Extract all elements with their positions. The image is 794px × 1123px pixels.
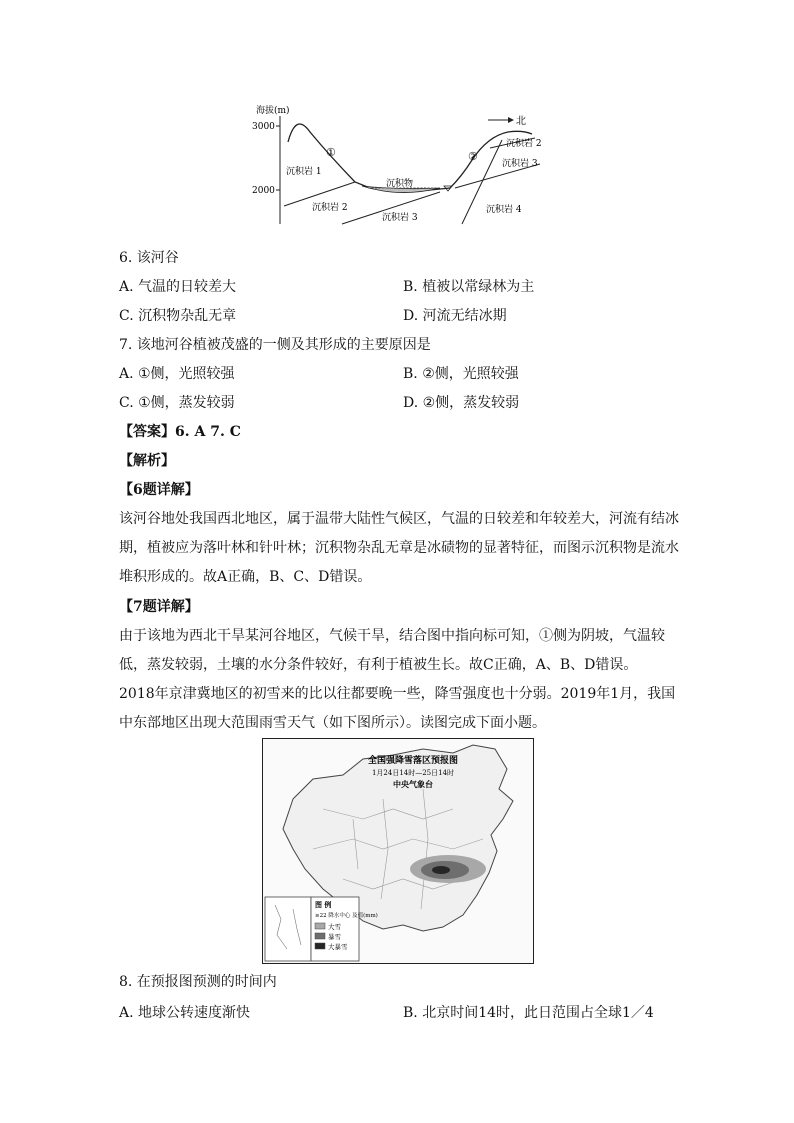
map-time: 1月24日14时—25日14时 xyxy=(371,769,455,777)
severe-blizzard-area xyxy=(432,866,450,874)
q6-option-d: D. 河流无结冰期 xyxy=(403,308,507,324)
answer-line: 【答案】6. A 7. C xyxy=(119,424,241,440)
snowfall-forecast-map xyxy=(262,738,534,964)
tick-label-3000: 3000 xyxy=(252,122,275,132)
q7-option-b: B. ②侧，光照较强 xyxy=(403,366,519,382)
map-source: 中央气象台 xyxy=(393,779,433,789)
legend-title: 图 例 xyxy=(315,900,332,909)
legend-swatch-heavy-snow xyxy=(315,923,325,929)
label-rock3-right: 沉积岩 3 xyxy=(502,159,538,169)
q6-option-a: A. 气温的日较差大 xyxy=(119,279,237,295)
legend-swatch-severe-blizzard xyxy=(315,943,325,949)
cross-section-svg xyxy=(250,104,550,236)
q7-detail-text: 由于该地为西北干旱某河谷地区，气候干旱，结合图中指向标可知，①侧为阴坡，气温较低，蒸发较弱，土壤的水分条件较好，有利于植被生长。故C正确，A、B、D错误。 xyxy=(119,628,665,673)
label-rock1-left: 沉积岩 1 xyxy=(286,167,322,177)
q7-option-a: A. ①侧，光照较强 xyxy=(119,366,235,382)
label-rock2-left: 沉积岩 2 xyxy=(312,203,348,213)
q8-option-a: A. 地球公转速度渐快 xyxy=(119,1005,251,1021)
q6-stem: 6. 该河谷 xyxy=(119,250,179,266)
legend-label-heavy-snow: 大雪 xyxy=(328,923,341,931)
y-axis-label: 海拔(m) xyxy=(256,106,290,116)
q6-option-c: C. 沉积物杂乱无章 xyxy=(119,308,237,324)
q7-detail-heading: 【7题详解】 xyxy=(119,599,199,615)
q6-detail-heading: 【6题详解】 xyxy=(119,482,199,498)
legend-swatch-blizzard xyxy=(315,933,325,939)
north-arrow-head xyxy=(508,117,514,123)
valley-cross-section-figure xyxy=(250,104,550,236)
q8-stem: 8. 在预报图预测的时间内 xyxy=(119,974,277,990)
legend-note: ≥22 降水中心 及值(mm) xyxy=(315,913,378,919)
q7-stem: 7. 该地河谷植被茂盛的一侧及其形成的主要原因是 xyxy=(119,337,431,353)
legend-label-blizzard: 暴雪 xyxy=(328,933,341,941)
label-rock4-right: 沉积岩 4 xyxy=(486,205,522,215)
south-sea-inset xyxy=(265,897,311,961)
intro-paragraph: 2018年京津冀地区的初雪来的比以往都要晚一些，降雪强度也十分弱。2019年1月，我国中东部地区出现大范围雨雪天气（如下图所示）。读图完成下面小题。 xyxy=(119,686,676,731)
legend-label-severe-blizzard: 大暴雪 xyxy=(328,943,348,951)
label-rock3-mid: 沉积岩 3 xyxy=(382,213,418,223)
label-sediment: 沉积物 xyxy=(386,179,414,189)
map-svg xyxy=(263,739,533,963)
q7-option-c: C. ①侧，蒸发较弱 xyxy=(119,395,235,411)
map-title: 全国强降雪落区预报图 xyxy=(367,756,459,766)
q7-option-d: D. ②侧，蒸发较弱 xyxy=(403,395,520,411)
q6-detail-text: 该河谷地处我国西北地区，属于温带大陆性气候区，气温的日较差和年较差大，河流有结冰期，植被应为落叶林和针叶林；沉积物杂乱无章是冰碛物的显著特征，而图示沉积物是流水堆积形成的。故A正确，B、C、D错误。 xyxy=(119,511,679,585)
analysis-heading: 【解析】 xyxy=(119,453,175,469)
tick-label-2000: 2000 xyxy=(252,186,275,196)
north-label: 北 xyxy=(516,116,526,127)
q6-option-b: B. 植被以常绿林为主 xyxy=(403,279,535,295)
marker-2: ② xyxy=(468,150,478,163)
q8-option-b: B. 北京时间14时，此日范围占全球1／4 xyxy=(403,1005,654,1021)
label-rock2-right: 沉积岩 2 xyxy=(506,139,542,149)
marker-1: ① xyxy=(326,146,336,159)
